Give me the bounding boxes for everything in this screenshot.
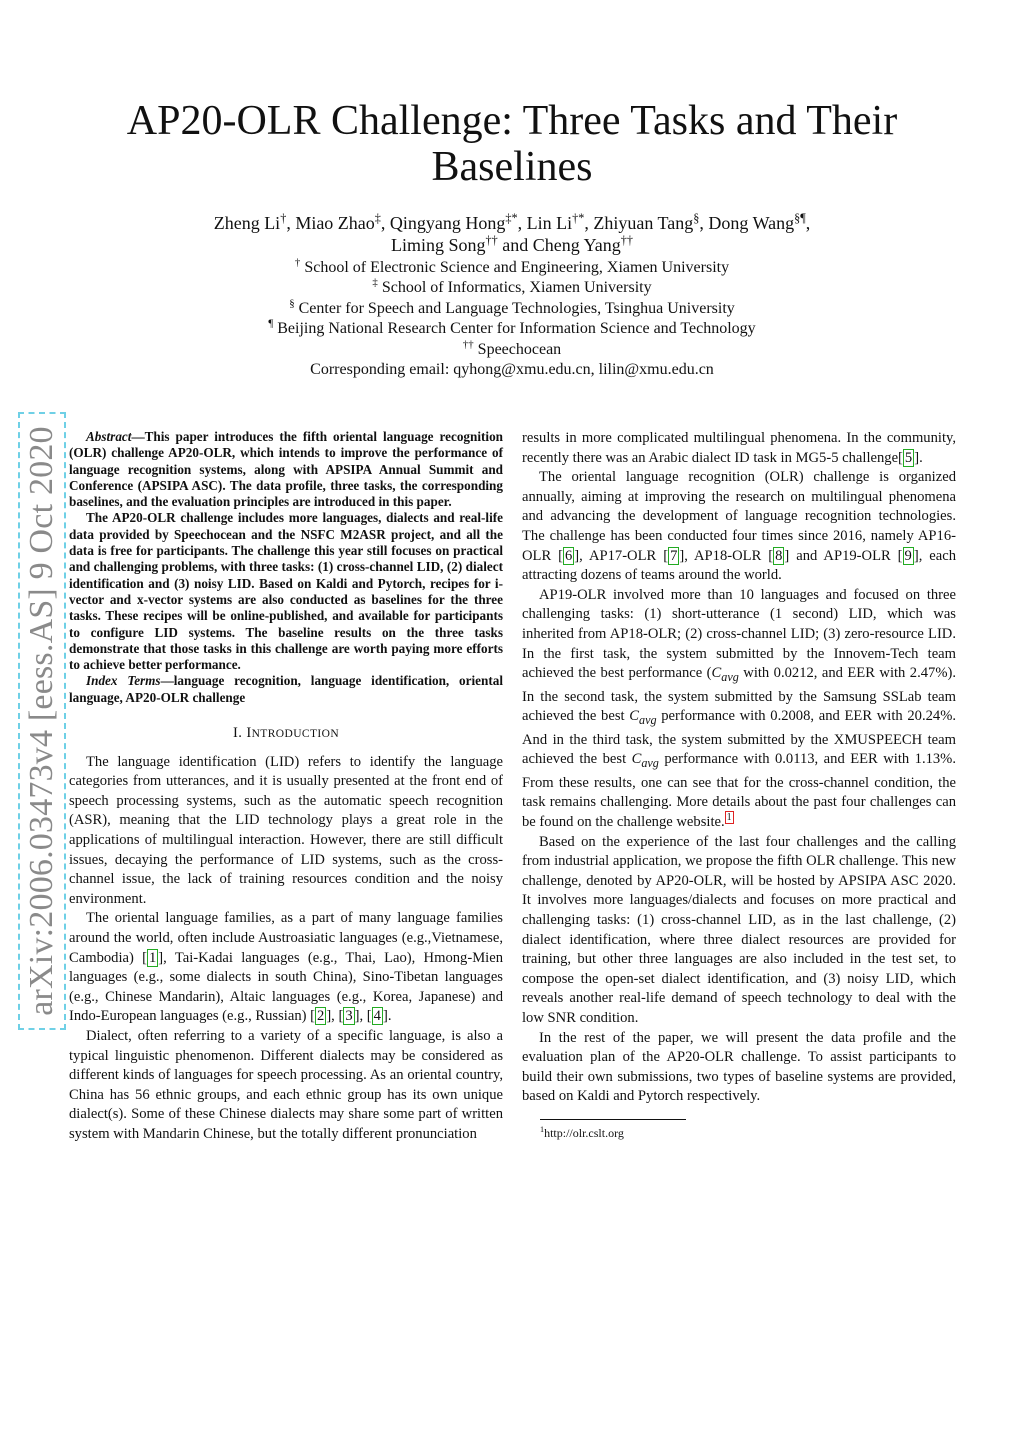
- paragraph-text: and AP19-OLR: [789, 547, 898, 564]
- paragraph-text: performance with 0.0113, and EER with 1.13%. From these results, one can see that for the cross-channel condition, the task remains challenging. More details about the past four challenges can be found on the challenge website.: [522, 751, 956, 830]
- abstract-para-1: Abstract—This paper introduces the fifth oriental language recognition (OLR) challenge AP20-OLR, which intends to improve the performance of language recognition systems, along with APSIPA Annual Summit and Conference (APSIPA ASC). The data profile, three tasks, the corresponding baselines, and the evaluation principles are introduced in this paper.: [69, 429, 503, 510]
- paragraph-text: AP19-OLR involved more than 10 languages and focused on three challenging tasks: (1) short-utterance (1 second) LID, which was inherited from AP18-OLR; (2) cross-channel LID; (3) zero-resource LID. In the first task, the system submitted by the Innovem-Tech team achieved the best performance (: [522, 586, 956, 682]
- author-name: Zheng Li: [213, 213, 281, 233]
- affiliation: [80, 258, 944, 278]
- section-title-initial: I: [246, 725, 252, 742]
- author-mark: †*: [572, 211, 585, 225]
- intro-paragraph: In the rest of the paper, we will present the data profile and the evaluation plan of the AP20-OLR challenge. To assist participants to build their own submissions, two types of baseline systems are provided, based on Kaldi and Pytorch respectively.: [522, 1029, 956, 1105]
- paragraph-text: , AP18-OLR: [684, 547, 769, 564]
- author-name: Lin Li: [526, 213, 573, 233]
- citation-link[interactable]: 1: [149, 949, 157, 966]
- paragraph-text: The oriental language recognition (OLR) challenge is organized annually, aiming at improving the research on multilingual phenomena and advancing the development of language recognition technologies. The challenge has been conducted four times since 2016, namely AP16-OLR: [522, 469, 956, 564]
- footnote-link[interactable]: 1: [726, 812, 732, 824]
- affiliation-text: Speechocean: [477, 340, 562, 358]
- affiliation-mark: †: [294, 256, 301, 269]
- corresponding-email: Corresponding email: qyhong@xmu.edu.cn, lilin@xmu.edu.cn: [310, 361, 714, 379]
- author-mark: ‡: [374, 211, 381, 225]
- affiliation-mark: ¶: [268, 317, 274, 330]
- section-heading-introduction: [69, 724, 503, 745]
- intro-paragraph: results in more complicated multilingual phenomena. In the community, recently there was an Arabic dialect ID task in MG5-5 challenge[ 5 ].: [522, 430, 956, 466]
- intro-paragraph: Dialect, often referring to a variety of a specific language, is also a typical linguistic phenomenon. Different dialects may be considered as different kinds of languages for speech processing. As an oriental country, China has 56 ethnic groups, and each ethnic group has its own unique dialect(s). Some of these Chinese dialects may share some part of written system with Mandarin Chinese, but the totally different pronunciation: [69, 1027, 503, 1142]
- paper-title: AP20-OLR Challenge: Three Tasks and Their Baselines: [126, 98, 898, 190]
- abstract: [69, 429, 503, 706]
- affiliation-mark: §: [289, 297, 295, 310]
- separator: ,: [517, 213, 527, 233]
- arxiv-stamp-text: arXiv:2006.03473v4 [eess.AS] 9 Oct 2020: [23, 426, 60, 1016]
- section-numeral: I.: [232, 725, 247, 742]
- abstract-para-2: The AP20-OLR challenge includes more languages, dialects and real-life data provided by Speechocean and the NSFC M2ASR project, and all the data is free for participants. The challenge this year still focuses on practical and challenging problems, with three tasks: (1) cross-channel LID, (2) dialect identification and (3) noisy LID. Based on Kaldi and Pytorch, recipes for i-vector and x-vector systems are also conducted as baselines for the three tasks. These recipes will be online-published, and available for participants to configure LID systems. The baseline results on the three tasks demonstrate that those tasks in this challenge are worth paying more efforts to achieve better performance.: [69, 510, 503, 673]
- separator: ,: [584, 213, 594, 233]
- intro-paragraph: Based on the experience of the last four challenges and the calling from industrial application, we propose the fifth OLR challenge. This new challenge, denoted by AP20-OLR, will be hosted by APSIPA ASC 2020. It involves more languages/dialects and focuses on more practical and challenging tasks: (1) cross-channel LID, as in the last challenge, (2) dialect identification, where three dialect resources are provided for training, but other three languages are also included in the test set, to compose the open-set dialect identification, and (3) noisy LID, which reveals another real-life demand of speech technology to deal with the low SNR condition.: [522, 833, 956, 1026]
- citation-link[interactable]: 8: [775, 547, 783, 564]
- affiliation-mark: ††: [462, 338, 474, 351]
- footnote: [540, 1126, 956, 1141]
- citation-link[interactable]: 9: [904, 547, 912, 564]
- affiliation: [80, 319, 944, 339]
- affiliation-text: Center for Speech and Language Technologies, Tsinghua University: [298, 299, 735, 317]
- section-title-rest: NTRODUCTION: [251, 728, 340, 741]
- affiliation-text: School of Electronic Science and Engineering, Xiamen University: [304, 259, 730, 276]
- affiliation-mark: ‡: [372, 277, 378, 290]
- math-cavg: $C_{avg}$: [711, 665, 739, 685]
- author-name: Qingyang Hong: [389, 213, 506, 233]
- paragraph-text: performance with 0.2008, and EER with 20.24%. And in the third task, the system submitted by the XMUSPEECH team achieved the best: [522, 708, 957, 768]
- author-mark: †: [280, 211, 287, 225]
- footnote-mark: 1: [540, 1124, 545, 1134]
- author-mark: ‡*: [505, 211, 518, 225]
- affiliation: [80, 278, 944, 298]
- arxiv-stamp[interactable]: [18, 412, 66, 1030]
- affiliation: [80, 340, 944, 360]
- citation-link[interactable]: 6: [565, 547, 573, 564]
- intro-paragraph: The language identification (LID) refers to identify the language categories from utterances, and it is usually presented at the front end of speech processing systems, such as the automatic speech recognition (ASR), meaning that the LID technology plays a great role in the applications of multilingual interaction. However, there are still difficult issues, decaying the performance of LID systems, such as the cross-channel issue, the lack of training resources condition and the noisy environment.: [69, 753, 503, 907]
- index-terms-label: Index Terms: [86, 673, 161, 689]
- affiliation-text: Beijing National Research Center for Information Science and Technology: [277, 320, 756, 338]
- intro-paragraph: The oriental language recognition (OLR) challenge is organized annually, aiming at improving the research on multilingual phenomena and advancing the development of language recognition technologies. The challenge has been conducted four times since 2016, namely AP16-OLR [ 6 ], AP17-OLR [ 7 ], AP18-OLR [ 8 ] and AP19-OLR [ 9 ], each attracting dozens of teams around the world.: [522, 469, 957, 584]
- index-terms: Index Terms—language recognition, language identification, oriental language, AP20-OLR challenge: [69, 673, 503, 705]
- author-name: Liming Song: [391, 235, 486, 255]
- affiliation-list: [80, 258, 944, 380]
- footnote-divider: [540, 1119, 686, 1120]
- footnote-text: http://olr.cslt.org: [544, 1125, 624, 1140]
- math-cavg: $C_{avg}$: [629, 708, 657, 728]
- citation-link[interactable]: 5: [904, 449, 913, 466]
- author-name: Cheng Yang: [532, 235, 621, 255]
- author-line-1: [80, 212, 944, 234]
- paragraph-text: , each attracting dozens of teams around the world.: [522, 547, 957, 584]
- author-mark: §¶: [794, 211, 806, 225]
- math-cavg: $C_{avg}$: [631, 751, 659, 771]
- author-name: Zhiyuan Tang: [593, 213, 694, 233]
- separator: ,: [699, 213, 709, 233]
- citation-link[interactable]: 7: [670, 547, 678, 564]
- paragraph-text: , Tai-Kadai languages (e.g., Thai, Lao), Hmong-Mien languages (e.g., some dialects in south China), Sino-Tibetan languages (e.g., Chinese Mandarin), Altaic languages (e.g., Korea, Japanese) and Indo-European languages (e.g., Russian): [69, 949, 503, 1025]
- author-list: [80, 212, 944, 256]
- author-mark: §: [693, 211, 700, 225]
- right-column: [522, 429, 956, 1141]
- citation-link[interactable]: 4: [373, 1008, 381, 1025]
- separator: ,: [380, 213, 390, 233]
- intro-paragraph: [522, 586, 956, 833]
- author-mark: ††: [620, 233, 633, 247]
- author-line-2: [80, 234, 944, 256]
- abstract-text: This paper introduces the fifth oriental language recognition (OLR) challenge AP20-OLR, which intends to improve the performance of language recognition systems, along with APSIPA Annual Summit and Conference (APSIPA ASC). The data profile, three tasks, the corresponding baselines, and the evaluation principles are introduced in this paper.: [69, 429, 503, 510]
- index-terms-text: language recognition, language identification, oriental language, AP20-OLR challenge: [69, 673, 503, 705]
- paragraph-text: The oriental language families, as a part of many language families around the world, often include Austroasiatic languages (e.g.,Vietnamese, Cambodia): [69, 910, 503, 966]
- separator: and: [497, 235, 533, 255]
- author-name: Dong Wang: [708, 213, 795, 233]
- affiliation: [80, 299, 944, 319]
- paragraph-text: results in more complicated multilingual phenomena. In the community, recently there was an Arabic dialect ID task in MG5-5 challenge: [522, 430, 956, 466]
- author-mark: ††: [485, 233, 498, 247]
- author-name: Miao Zhao: [295, 213, 375, 233]
- citation-link[interactable]: 2: [317, 1008, 325, 1025]
- affiliation-text: School of Informatics, Xiamen University: [381, 279, 652, 297]
- intro-paragraph: The oriental language families, as a part of many language families around the world, often include Austroasiatic languages (e.g.,Vietnamese, Cambodia) [ 1 ], Tai-Kadai languages (e.g., Thai, Lao), Hmong-Mien languages (e.g., some dialects in south China), Sino-Tibetan languages (e.g., Chinese Mandarin), Altaic languages (e.g., Korea, Japanese) and Indo-European languages (e.g., Russian) [ 2 ], [ 3 ], [ 4 ].: [69, 910, 503, 1025]
- citation-link[interactable]: 3: [345, 1008, 353, 1025]
- paragraph-text: , AP17-OLR: [579, 547, 664, 564]
- paragraph-text: with 0.0212, and EER with 2.47%). In the second task, the system submitted by the Samsung SSLab team achieved the best: [522, 665, 956, 725]
- left-column: [69, 429, 503, 1145]
- abstract-label: Abstract: [86, 429, 132, 444]
- separator: ,: [286, 213, 296, 233]
- separator: ,: [805, 213, 811, 233]
